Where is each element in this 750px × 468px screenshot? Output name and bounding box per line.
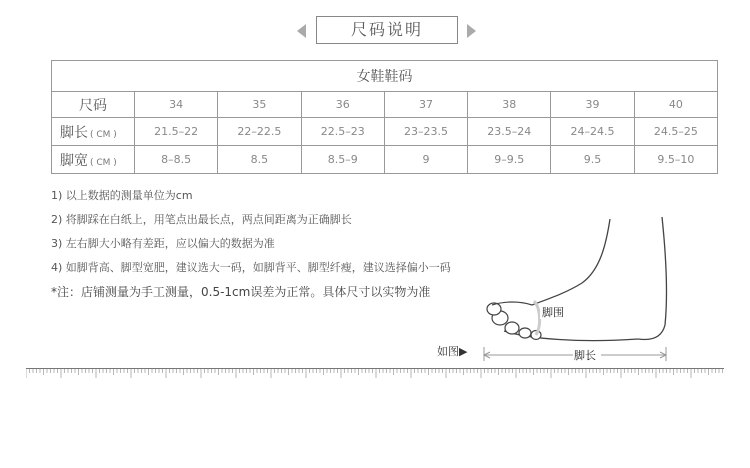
size-cell: 38 — [468, 92, 551, 118]
size-row — [52, 92, 718, 118]
width-cell: 9.5–10 — [634, 146, 717, 174]
length-cell: 23.5–24 — [468, 118, 551, 146]
girth-label: 脚围 — [542, 306, 564, 319]
length-cell: 22–22.5 — [218, 118, 301, 146]
width-row-label — [52, 146, 135, 174]
ruler — [26, 368, 724, 378]
table-caption-row — [52, 61, 718, 92]
left-triangle-icon — [297, 24, 306, 38]
disclaimer-note: *注：店铺测量为手工测量，0.5-1cm误差为正常。具体尺寸以实物为准 — [51, 285, 431, 299]
note-item: 3) 左右脚大小略有差距，应以偏大的数据为准 — [51, 237, 275, 250]
length-cell: 24–24.5 — [551, 118, 634, 146]
size-cell: 34 — [135, 92, 218, 118]
page-title: 尺码说明 — [316, 16, 458, 44]
example-label: 如图▶ — [437, 345, 468, 358]
length-label: 脚长 — [574, 349, 596, 362]
notes-list — [51, 188, 451, 308]
length-cell: 23–23.5 — [384, 118, 467, 146]
size-cell: 37 — [384, 92, 467, 118]
length-unit: ( CM ) — [90, 129, 117, 140]
length-cell: 21.5–22 — [135, 118, 218, 146]
length-row — [52, 118, 718, 146]
width-cell: 8.5–9 — [301, 146, 384, 174]
width-cell: 8–8.5 — [135, 146, 218, 174]
width-cell: 9.5 — [551, 146, 634, 174]
note-item: 4) 如脚背高、脚型宽肥，建议选大一码，如脚背平、脚型纤瘦，建议选择偏小一码 — [51, 261, 451, 274]
size-table — [51, 60, 718, 174]
width-cell: 9 — [384, 146, 467, 174]
size-cell: 35 — [218, 92, 301, 118]
foot-diagram-icon — [470, 215, 690, 365]
width-row — [52, 146, 718, 174]
width-unit: ( CM ) — [90, 157, 117, 168]
size-cell: 40 — [634, 92, 717, 118]
right-triangle-icon — [467, 24, 476, 38]
length-cell: 22.5–23 — [301, 118, 384, 146]
note-item: 1) 以上数据的测量单位为cm — [51, 189, 193, 202]
table-caption: 女鞋鞋码 — [52, 61, 718, 92]
size-cell: 36 — [301, 92, 384, 118]
length-cell: 24.5–25 — [634, 118, 717, 146]
width-cell: 9–9.5 — [468, 146, 551, 174]
header — [0, 16, 750, 48]
length-row-label — [52, 118, 135, 146]
size-cell: 39 — [551, 92, 634, 118]
size-row-label: 尺码 — [52, 92, 135, 118]
length-label-text: 脚长 — [60, 124, 88, 141]
note-item: 2) 将脚踩在白纸上，用笔点出最长点，两点间距离为正确脚长 — [51, 213, 352, 226]
width-label-text: 脚宽 — [60, 152, 88, 169]
width-cell: 8.5 — [218, 146, 301, 174]
